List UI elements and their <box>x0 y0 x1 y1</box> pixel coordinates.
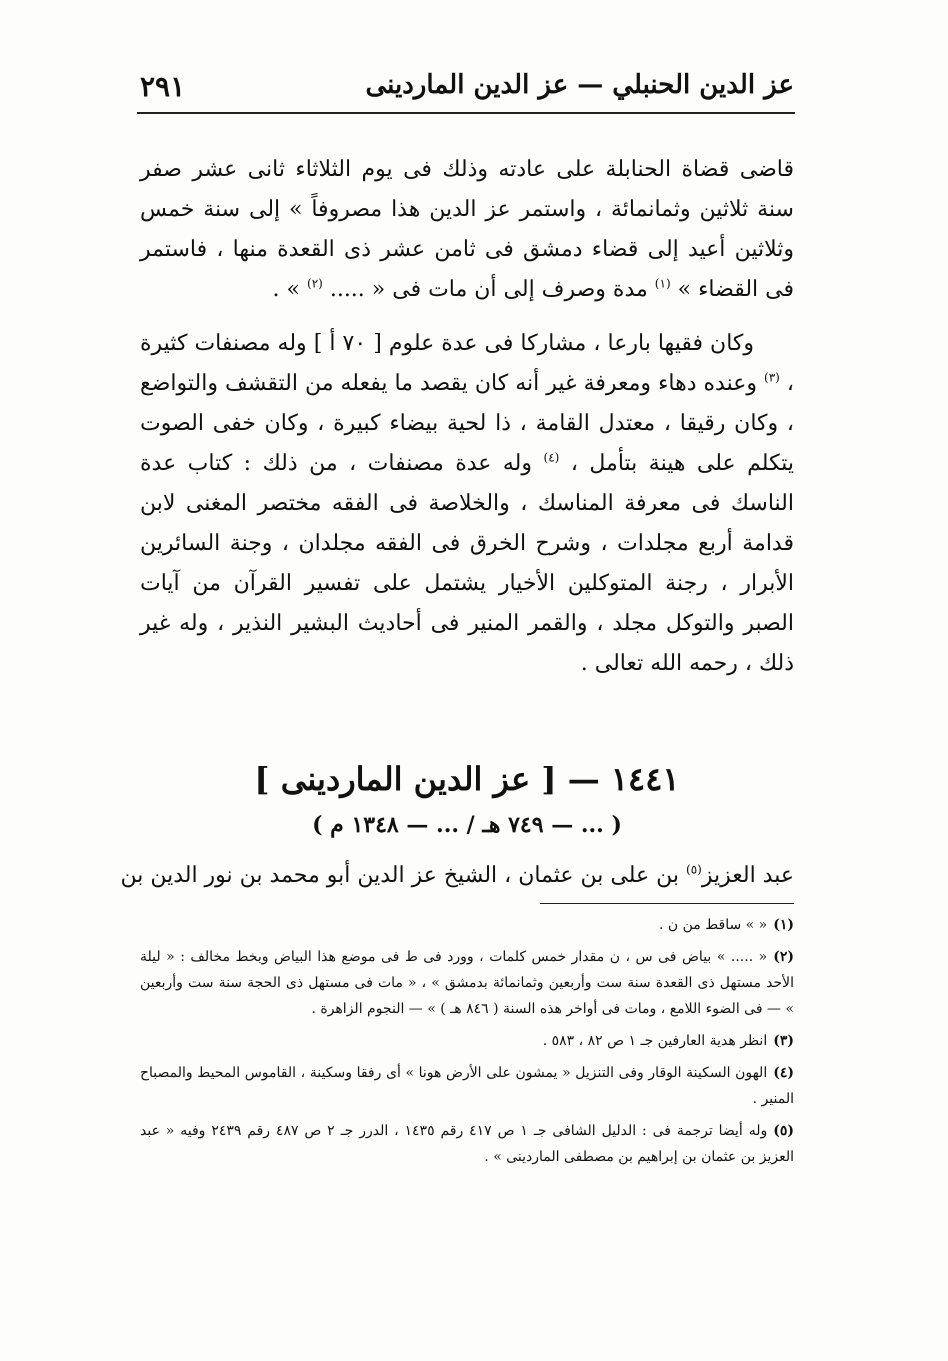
entry-first-line <box>120 856 794 896</box>
footnote-5 <box>140 1118 794 1170</box>
paragraph-1-text-a: قاضى قضاة الحنابلة على عادته وذلك فى يوم الثلاثاء ثانى عشر صفر سنة ثلاثين وثمانمائة ، واستمر عز الدين هذا مصروفاً » إلى سنة خمس وثلاثين أعيد إلى قضاء دمشق فى ثامن عشر ذى القعدة منها ، فاستمر فى القضاء » <box>140 157 794 302</box>
footnote-number: (٥) <box>773 1123 795 1139</box>
footnote-2 <box>140 944 794 1022</box>
footnote-number: (٤) <box>773 1065 794 1081</box>
paragraph-2-text-b: وعنده دهاء ومعرفة غير أنه كان يقصد ما يفعله من التقشف والتواضع ، وكان رقيقا ، معتدل القامة ، ذا لحية بيضاء كبيرة ، وكان خفى الصوت يتكلم على هينة بتأمل ، <box>140 371 794 476</box>
footnote-1 <box>140 912 794 938</box>
footnote-3 <box>140 1028 794 1054</box>
main-text <box>140 150 794 684</box>
paragraph-2-text-c: وله عدة مصنفات ، من ذلك : كتاب عدة الناسك فى معرفة المناسك ، والخلاصة فى الفقه مختصر المغنى لابن قدامة أربع مجلدات ، وشرح الخرق فى الفقه مجلدان ، وجنة السائرين الأبرار ، رجنة المتوكلين الأخيار يشتمل على تفسير القرآن من آيات الصبر والتوكل مجلد ، والقمر المنير فى أحاديث البشير النذير ، وله غير ذلك ، رحمه الله تعالى . <box>140 451 794 676</box>
entry-dates: ( ... — ٧٤٩ هـ / ... — ١٣٤٨ م ) <box>312 812 622 838</box>
footnote-number: (١) <box>773 917 794 933</box>
footnote-text: « » ساقط من ن . <box>658 917 768 933</box>
footnote-divider <box>540 903 794 904</box>
paragraph-1-text-b: مدة وصرف إلى أن مات فى « ..... <box>329 277 648 302</box>
footnote-number: (٢) <box>773 949 794 965</box>
running-title: عز الدين الحنبلي — عز الدين الماردينى <box>365 70 794 100</box>
footnote-text: « ..... » بياض فى س ، ن مقدار خمس كلمات ، وورد فى ط فى موضع هذا البياض وبخط مخالف : « ليلة الأحد مستهل ذى القعدة سنة ست وأربعين وثمانمائة بدمشق » ، « مات فى مستهل ذى الحجة سنة ست وأربعين » — فى الضوء اللامع ، ومات فى أواخر هذه السنة ( ٨٤٦ هـ ) » — النجوم الزاهرة . <box>140 949 794 1017</box>
footnote-number: (٣) <box>773 1033 794 1049</box>
header-divider <box>137 112 795 114</box>
footnote-text: انظر هدية العارفين جـ ١ ص ٨٢ ، ٥٨٣ . <box>542 1033 768 1049</box>
footnote-ref-1: (١) <box>654 276 671 291</box>
footnote-4 <box>140 1060 794 1112</box>
running-header <box>140 62 794 112</box>
footnotes <box>140 912 794 1176</box>
footnote-text: الهون السكينة الوقار وفى التنزيل « يمشون على الأرض هونا » أى رفقا وسكينة ، القاموس المحيط والمصباح المنير . <box>140 1065 794 1107</box>
footnote-ref-2: (٢) <box>307 276 323 291</box>
entry-heading: ١٤٤١ — [ عز الدين الماردينى ] <box>254 760 680 798</box>
entry-lineage: بن على بن عثمان ، الشيخ عز الدين أبو محمد بن نور الدين بن <box>120 863 680 888</box>
footnote-ref-4: (٤) <box>543 450 560 465</box>
footnote-text: وله أيضا ترجمة فى : الدليل الشافى جـ ١ ص ٤١٧ رقم ١٤٣٥ ، الدرر جـ ٢ ص ٤٨٧ رقم ٢٤٣٩ وفيه « عبد العزيز بن عثمان بن إبراهيم بن مصطفى الماردينى » . <box>140 1123 794 1165</box>
footnote-ref-3: (٣) <box>764 370 780 385</box>
paragraph-2 <box>140 324 794 684</box>
paragraph-1-text-c: » . <box>272 277 300 302</box>
page-number: ٢٩١ <box>140 70 186 103</box>
footnote-ref-5: (٥) <box>686 862 702 877</box>
paragraph-1 <box>140 150 794 310</box>
paragraph-2-text-a: وكان فقيها بارعا ، مشاركا فى عدة علوم [ ٧٠ أ ] وله مصنفات كثيرة ، <box>140 331 794 396</box>
entry-name: عبد العزيز <box>701 863 794 888</box>
